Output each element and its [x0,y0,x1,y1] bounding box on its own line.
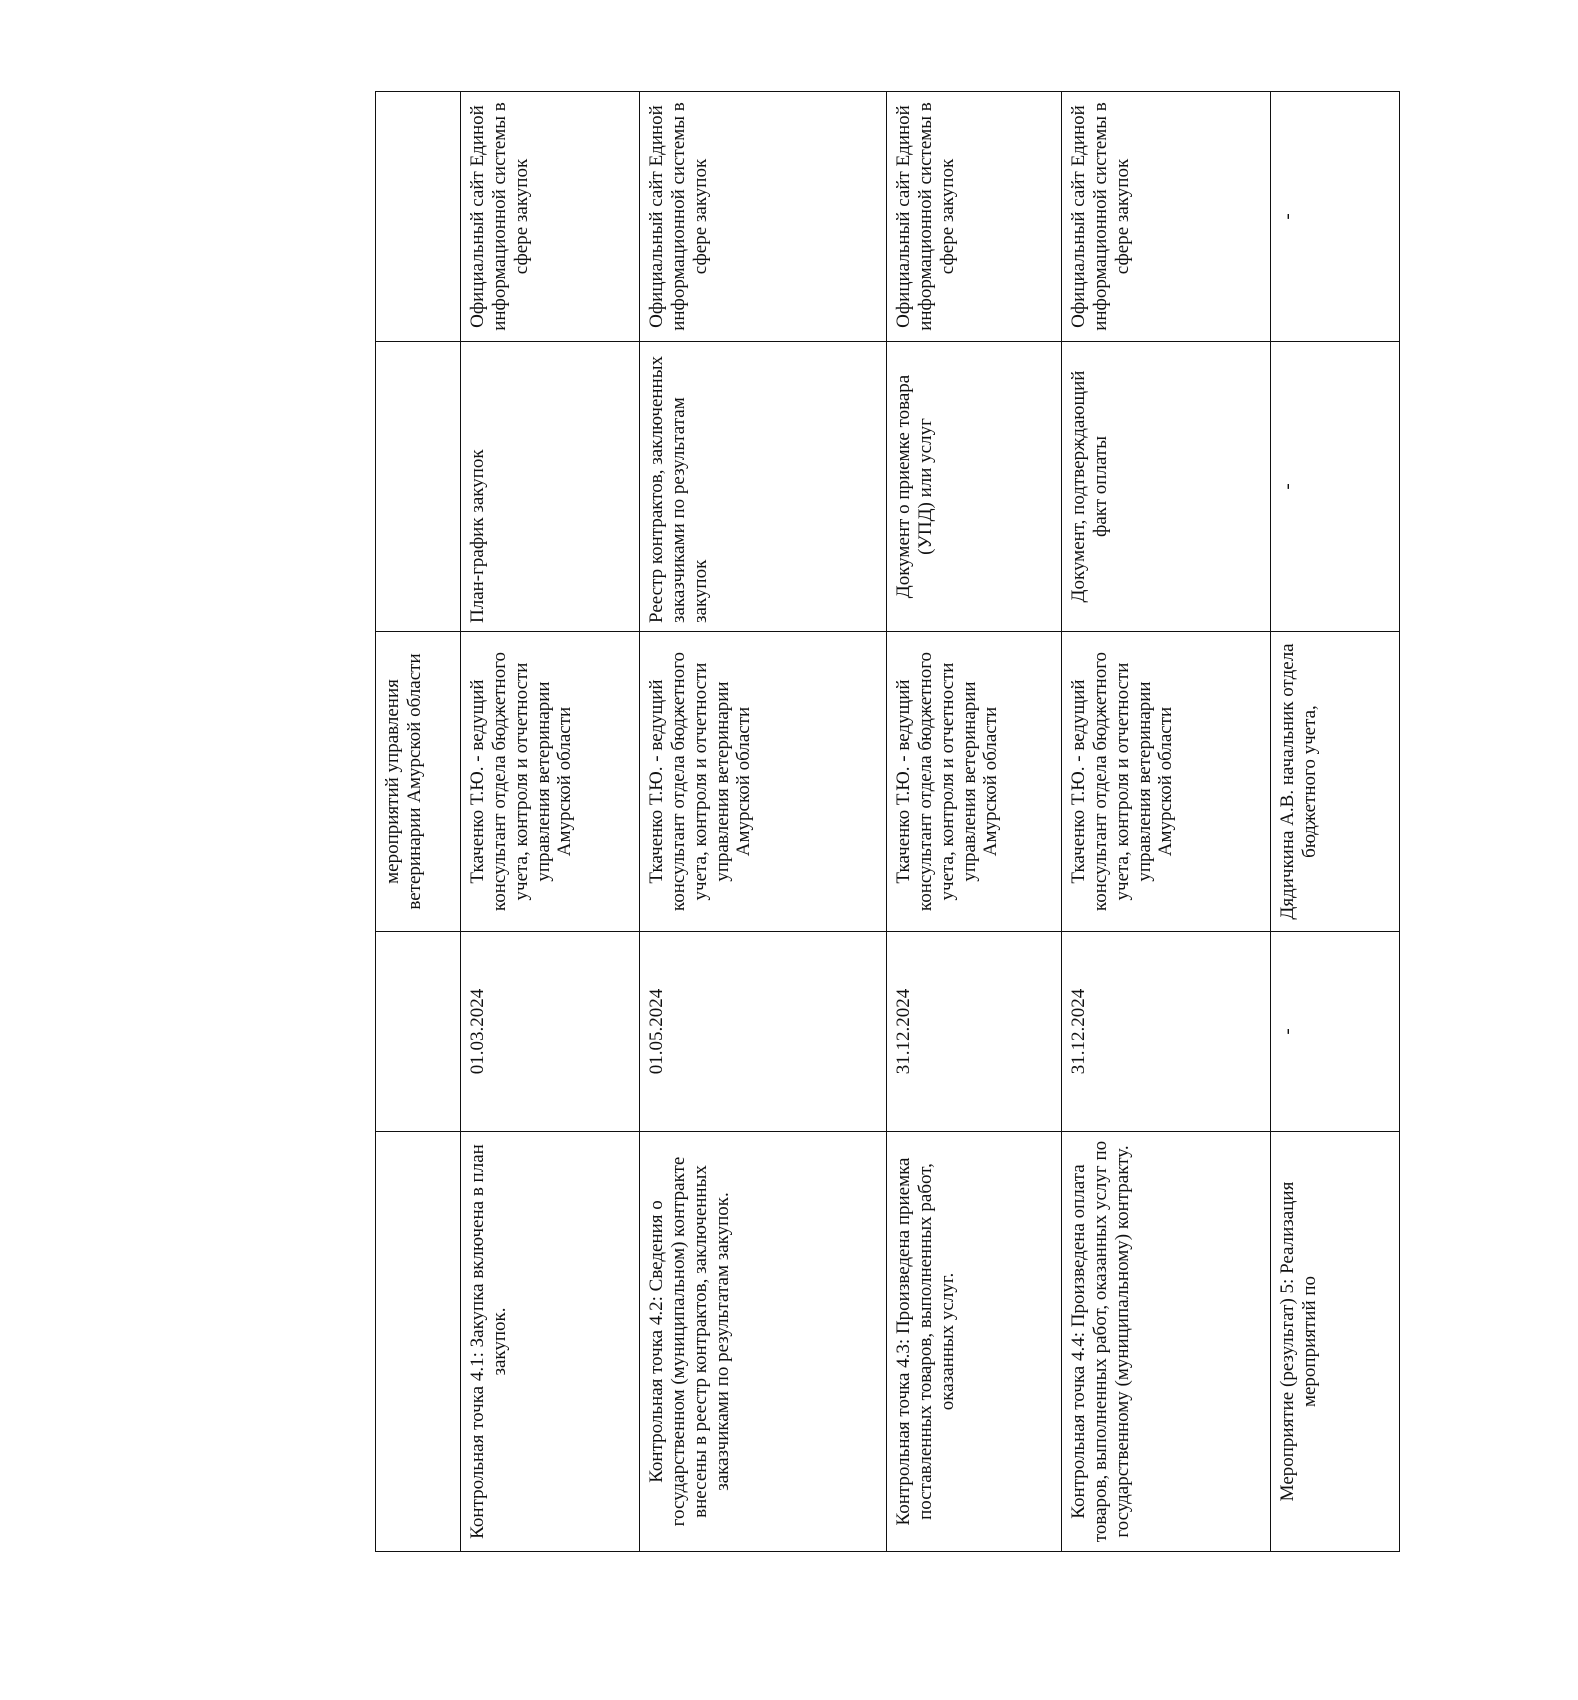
event-cell: Контрольная точка 4.3: Произведена приемка поставленных товаров, выполненных работ, оказанных услуг. [887,1132,1062,1552]
date-cell: - [1271,932,1400,1132]
document-cell: Реестр контрактов, заключенных заказчиками по результатам закупок [640,342,887,632]
event-cell: Контрольная точка 4.1: Закупка включена в план закупок. [461,1132,640,1552]
document-cell: Документ о приемке товара (УПД) или услуг [887,342,1062,632]
event-cell: Мероприятие (результат) 5: Реализация мероприятий по [1271,1132,1400,1552]
table-row [461,92,640,1552]
date-cell: 31.12.2024 [1062,932,1271,1132]
table-row [887,92,1062,1552]
table-row [1062,92,1271,1552]
system-cell: Официальный сайт Единой информационной системы в сфере закупок [461,92,640,342]
date-cell: 01.05.2024 [640,932,887,1132]
system-cell: - [1271,92,1400,342]
header-cell-system [376,92,461,342]
document-cell: План-график закупок [461,342,640,632]
responsible-cell: Ткаченко Т.Ю. - ведущий консультант отдела бюджетного учета, контроля и отчетности управления ветеринарии Амурской области [640,632,887,932]
responsible-cell: Ткаченко Т.Ю. - ведущий консультант отдела бюджетного учета, контроля и отчетности управления ветеринарии Амурской области [887,632,1062,932]
responsible-cell: Дядичкина А.В. начальник отдела бюджетного учета, [1271,632,1400,932]
table-row-header-continuation [376,92,461,1552]
event-cell: Контрольная точка 4.4: Произведена оплата товаров, выполненных работ, оказанных услуг по государственному (муниципальному) контракту. [1062,1132,1271,1552]
responsible-cell: Ткаченко Т.Ю. - ведущий консультант отдела бюджетного учета, контроля и отчетности управления ветеринарии Амурской области [1062,632,1271,932]
event-cell: Контрольная точка 4.2: Сведения о государственном (муниципальном) контракте внесены в реестр контрактов, заключенных заказчиками по результатам закупок. [640,1132,887,1552]
header-cell-event [376,1132,461,1552]
rotated-table-frame [118,102,1578,1543]
table-row [1271,92,1400,1552]
date-cell: 01.03.2024 [461,932,640,1132]
system-cell: Официальный сайт Единой информационной системы в сфере закупок [640,92,887,342]
responsible-cell: Ткаченко Т.Ю. - ведущий консультант отдела бюджетного учета, контроля и отчетности управления ветеринарии Амурской области [461,632,640,932]
date-cell: 31.12.2024 [887,932,1062,1132]
rotated-table-container [375,92,1321,1552]
system-cell: Официальный сайт Единой информационной системы в сфере закупок [887,92,1062,342]
system-cell: Официальный сайт Единой информационной системы в сфере закупок [1062,92,1271,342]
control-points-table [375,91,1400,1552]
header-cell-responsible: мероприятий управления ветеринарии Амурской области [376,632,461,932]
header-cell-date [376,932,461,1132]
table-row [640,92,887,1552]
document-cell: Документ, подтверждающий факт оплаты [1062,342,1271,632]
header-cell-document [376,342,461,632]
document-cell: - [1271,342,1400,632]
